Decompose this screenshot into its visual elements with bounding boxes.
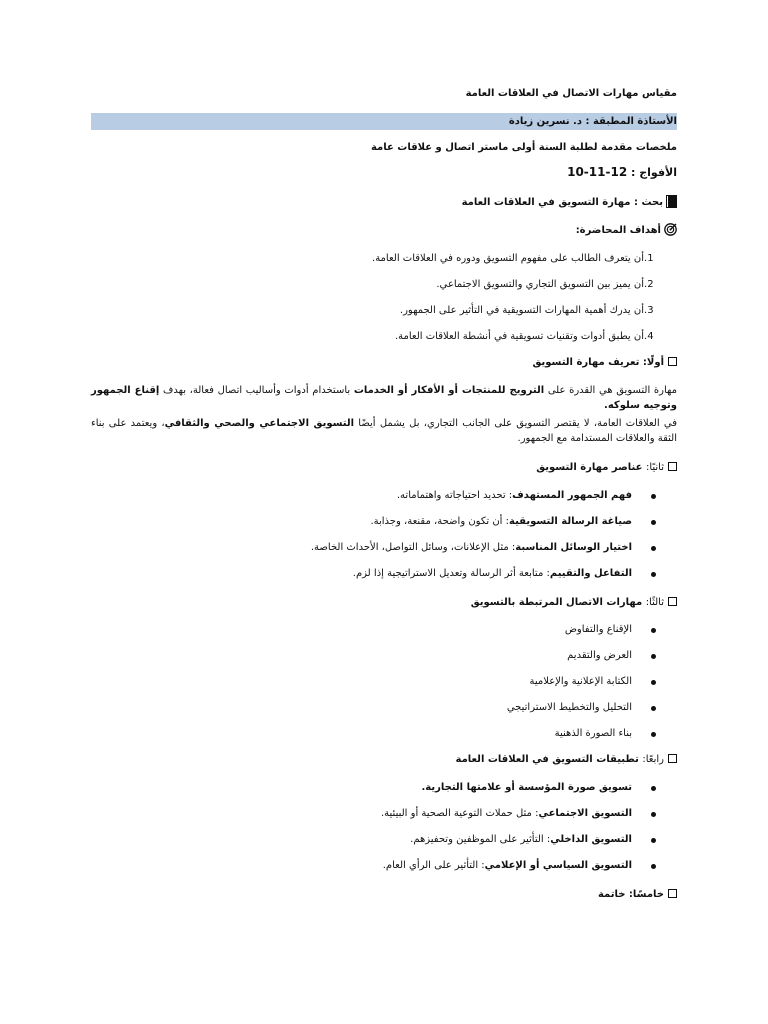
bullet-icon: [651, 628, 656, 633]
objectives-title: أهداف المحاضرة:: [575, 225, 661, 236]
teacher-name: الأستاذة المطبقة : د. نسرين زيادة: [508, 116, 677, 127]
objectives-heading: [91, 223, 677, 240]
list-item: التسويق السياسي أو الإعلامي: التأثير على الرأي العام.: [382, 860, 632, 871]
list-item: الإقناع والتفاوض: [564, 624, 632, 635]
groups-line: [91, 166, 677, 179]
bullet-icon: [651, 546, 656, 551]
bullet-icon: [651, 520, 656, 525]
groups-value: 10-11-12: [567, 165, 628, 179]
bullet-icon: [651, 706, 656, 711]
research-title: بحث : مهارة التسويق في العلاقات العامة: [461, 197, 663, 208]
section3-heading: ثالثًا: مهارات الاتصال المرتبطة بالتسويق: [91, 596, 677, 609]
checkbox-square-icon: [668, 754, 677, 763]
section5-heading: خامسًا: خاتمة: [91, 888, 677, 901]
research-heading: [91, 195, 677, 212]
section2-heading: ثانيًا: عناصر مهارة التسويق: [91, 461, 677, 474]
list-item: التفاعل والتقييم: متابعة أثر الرسالة وتعديل الاستراتيجية إذا لزم.: [352, 568, 632, 579]
list-item: اختيار الوسائل المناسبة: مثل الإعلانات، وسائل التواصل، الأحداث الخاصة.: [310, 542, 632, 553]
checkbox-square-icon: [668, 597, 677, 606]
list-item: صياغة الرسالة التسويقية: أن تكون واضحة، مقنعة، وجذابة.: [370, 516, 632, 527]
list-item: العرض والتقديم: [567, 650, 632, 661]
objective-item: 3.أن يدرك أهمية المهارات التسويقية في التأثير على الجمهور.: [399, 305, 654, 316]
document-title: مقياس مهارات الاتصال في العلاقات العامة: [465, 88, 677, 99]
bullet-icon: [651, 838, 656, 843]
list-item: التسويق الداخلي: التأثير على الموظفين وتحفيزهم.: [410, 834, 632, 845]
bullet-icon: [651, 494, 656, 499]
list-item: التسويق الاجتماعي: مثل حملات التوعية الصحية أو البيئية.: [381, 808, 632, 819]
checkbox-square-icon: [668, 462, 677, 471]
bullet-icon: [651, 812, 656, 817]
list-item: التحليل والتخطيط الاستراتيجي: [506, 702, 632, 713]
list-item: الكتابة الإعلانية والإعلامية: [529, 676, 632, 687]
bullet-icon: [651, 732, 656, 737]
bullet-icon: [651, 786, 656, 791]
target-icon: [664, 223, 677, 240]
list-item: فهم الجمهور المستهدف: تحديد احتياجاته واهتماماته.: [396, 490, 632, 501]
bullet-icon: [651, 572, 656, 577]
list-item: تسويق صورة المؤسسة أو علامتها التجارية.: [421, 782, 632, 793]
objective-item: 2.أن يميز بين التسويق التجاري والتسويق الاجتماعي.: [436, 279, 654, 290]
objective-item: 4.أن يطبق أدوات وتقنيات تسويقية في أنشطة العلاقات العامة.: [394, 331, 654, 342]
objective-item: 1.أن يتعرف الطالب على مفهوم التسويق ودوره في العلاقات العامة.: [372, 253, 654, 264]
checkbox-square-icon: [668, 889, 677, 898]
groups-label: الأفواج :: [627, 166, 677, 179]
bullet-icon: [651, 680, 656, 685]
section4-heading: رابعًا: تطبيقات التسويق في العلاقات العامة: [91, 753, 677, 766]
section1-paragraph1: مهارة التسويق هي القدرة على الترويج للمنتجات أو الأفكار أو الخدمات باستخدام أدوات وأساليب اتصال فعالة، بهدف إقناع الجمهور وتوجيه سلوكه.: [91, 385, 677, 411]
summary-note: ملخصات مقدمة لطلبة السنة أولى ماستر اتصال و علاقات عامة: [370, 142, 677, 153]
bullet-icon: [651, 864, 656, 869]
book-icon: [666, 195, 677, 212]
section1-heading: أولًا: تعريف مهارة التسويق: [91, 356, 677, 369]
section1-paragraph2: في العلاقات العامة، لا يقتصر التسويق على الجانب التجاري، بل يشمل أيضًا التسويق الاجتماعي والصحي والثقافي، ويعتمد على بناء الثقة والعلاقات المستدامة مع الجمهور.: [91, 418, 677, 444]
bullet-icon: [651, 654, 656, 659]
checkbox-square-icon: [668, 357, 677, 366]
list-item: بناء الصورة الذهنية: [554, 728, 632, 739]
